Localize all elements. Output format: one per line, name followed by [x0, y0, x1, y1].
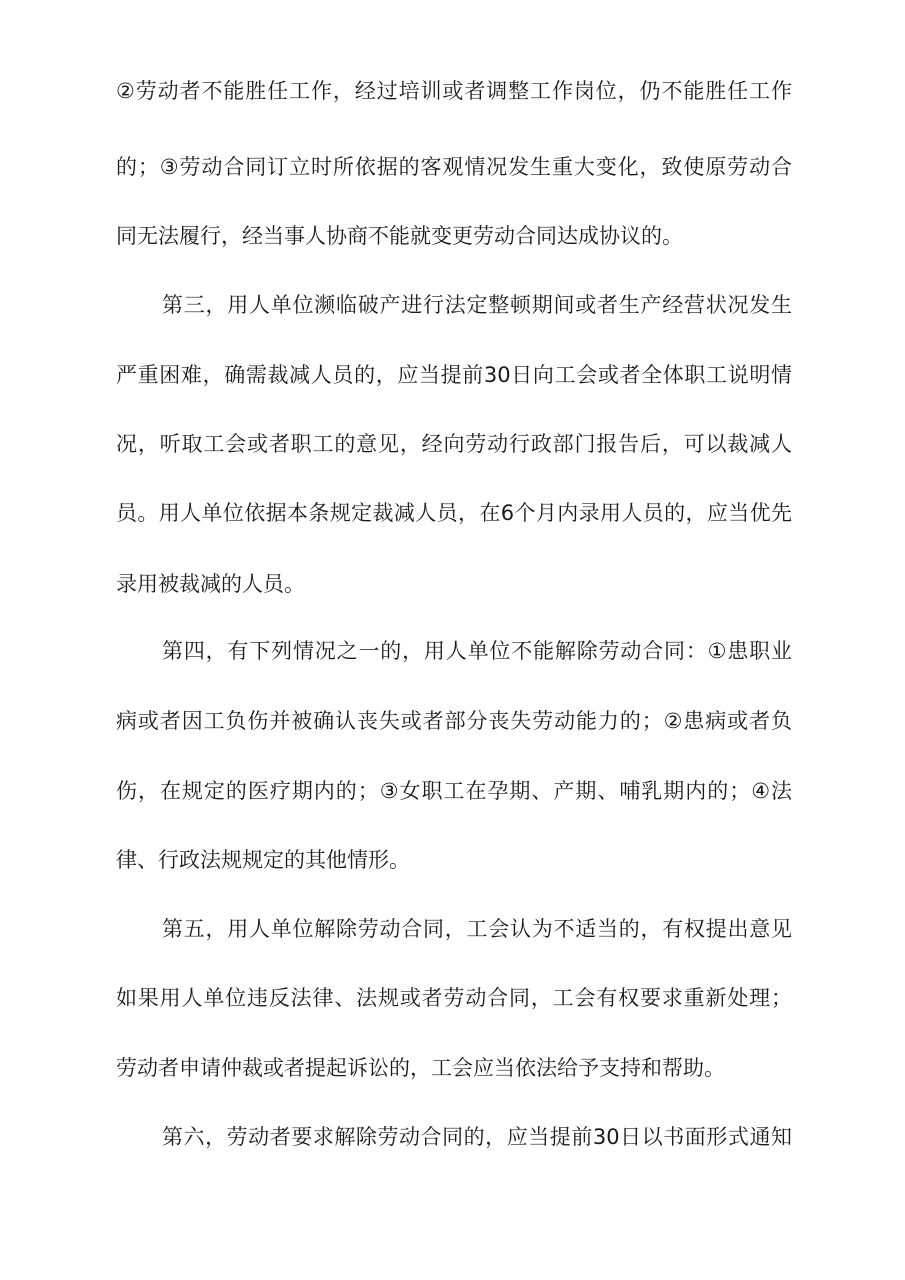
- text-line: 律、行政法规规定的其他情形。: [116, 848, 410, 872]
- text-line: 劳动者申请仲裁或者提起诉讼的，工会应当依法给予支持和帮助。: [116, 1056, 725, 1080]
- paragraph-5-first-line: 第五，用人单位解除劳动合同，工会认为不适当的，有权提出意见: [162, 917, 792, 941]
- paragraph-3-first-line: 第三，用人单位濒临破产进行法定整顿期间或者生产经营状况发生: [162, 293, 792, 317]
- paragraph-4-first-line: 第四，有下列情况之一的，用人单位不能解除劳动合同：①患职业: [162, 639, 792, 663]
- text-line: 员。用人单位依据本条规定裁减人员，在6个月内录用人员的，应当优先: [116, 501, 792, 525]
- text-line: 如果用人单位违反法律、法规或者劳动合同，工会有权要求重新处理；: [116, 986, 792, 1010]
- text-line: ②劳动者不能胜任工作，经过培训或者调整工作岗位，仍不能胜任工作: [116, 79, 792, 103]
- text-line: 录用被裁减的人员。: [116, 572, 305, 596]
- text-line: 伤，在规定的医疗期内的；③女职工在孕期、产期、哺乳期内的；④法: [116, 779, 792, 803]
- text-line: 况，听取工会或者职工的意见，经向劳动行政部门报告后，可以裁减人: [116, 432, 792, 456]
- text-line: 同无法履行，经当事人协商不能就变更劳动合同达成协议的。: [116, 224, 683, 248]
- paragraph-6-first-line: 第六，劳动者要求解除劳动合同的，应当提前30日以书面形式通知: [162, 1125, 792, 1149]
- text-line: 的；③劳动合同订立时所依据的客观情况发生重大变化，致使原劳动合: [116, 155, 792, 179]
- text-line: 严重困难，确需裁减人员的，应当提前30日向工会或者全体职工说明情: [116, 363, 792, 387]
- text-line: 病或者因工负伤并被确认丧失或者部分丧失劳动能力的；②患病或者负: [116, 709, 792, 733]
